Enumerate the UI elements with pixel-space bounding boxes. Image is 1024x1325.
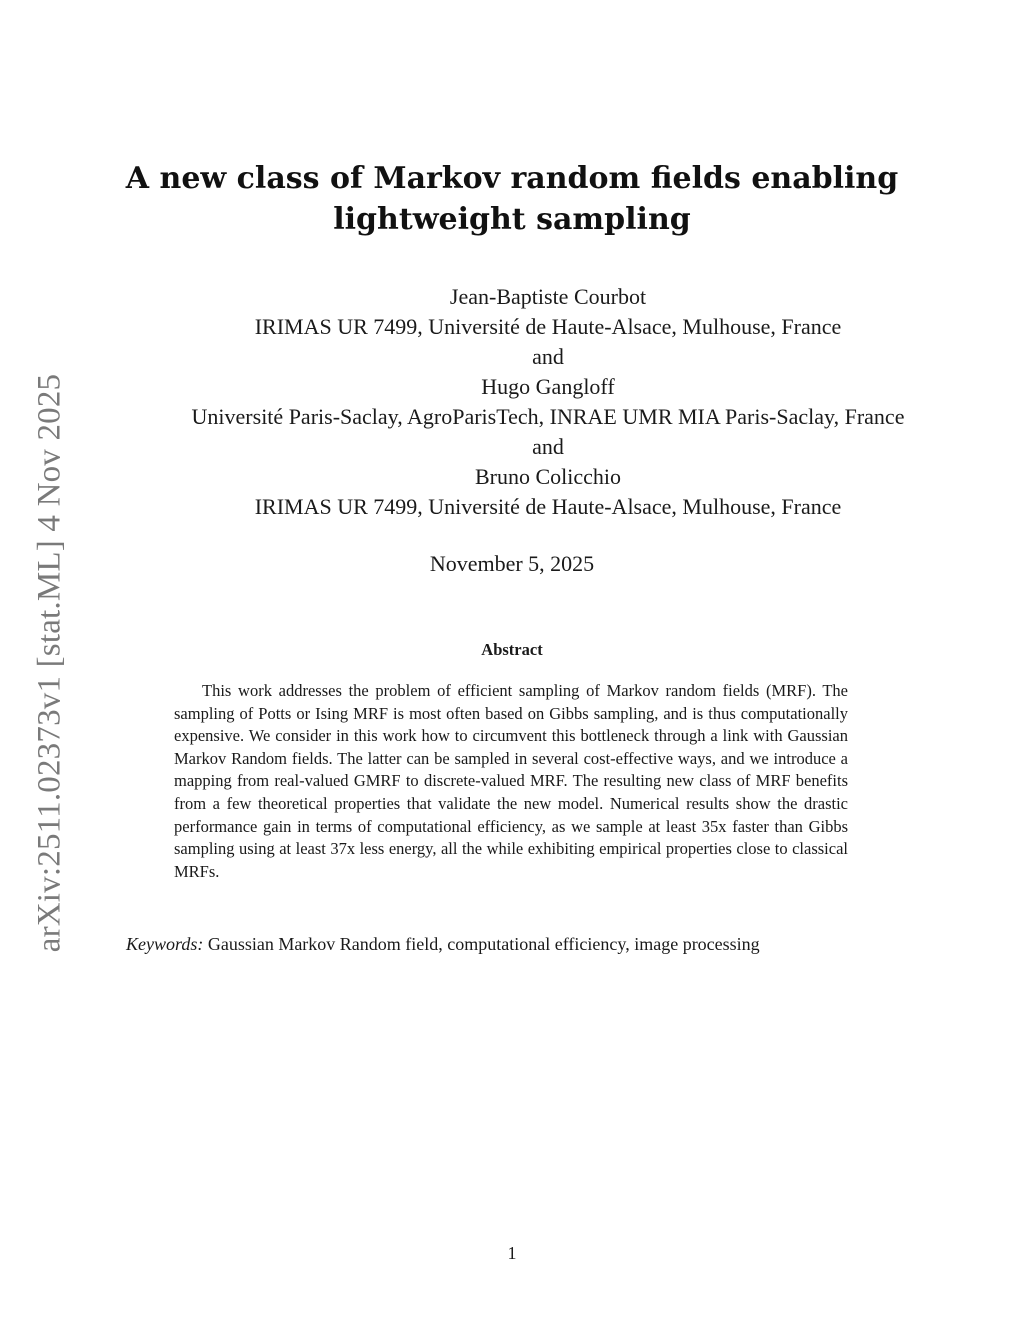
author-separator: and (532, 344, 564, 369)
paper-title (112, 158, 912, 240)
author-separator: and (532, 434, 564, 459)
keywords-label: Keywords: (126, 934, 204, 954)
author-name: Jean-Baptiste Courbot (449, 284, 647, 309)
abstract-heading: Abstract (481, 640, 543, 659)
arxiv-identifier: arXiv:2511.02373v1 [stat.ML] 4 Nov 2025 (31, 373, 68, 953)
paper-title-line-2: lightweight sampling (333, 202, 691, 237)
author-name: Hugo Gangloff (481, 374, 615, 399)
keywords-text: Gaussian Markov Random field, computational efficiency, image processing (207, 934, 760, 954)
paper-title-line-1: A new class of Markov random fields enabling (125, 161, 899, 196)
abstract-body: This work addresses the problem of efficient sampling of Markov random fields (MRF). The sampling of Potts or Ising MRF is most often based on Gibbs sampling, and is thus computationally expensive. We consider in this work how to circumvent this bottleneck through a link with Gaussian Markov Random fields. The latter can be sampled in several cost-effective ways, and we introduce a mapping from real-valued GMRF to discrete-valued MRF. The resulting new class of MRF benefits from a few theoretical properties that validate the new model. Numerical results show the drastic performance gain in terms of computational efficiency, as we sample at least 35x faster than Gibbs sampling using at least 37x less energy, all the while exhibiting empirical properties close to classical MRFs. (174, 681, 848, 881)
author-affiliation: IRIMAS UR 7499, Université de Haute-Alsace, Mulhouse, France (254, 314, 842, 339)
publication-date: November 5, 2025 (429, 551, 595, 576)
keywords-line (126, 934, 916, 955)
page-number: 1 (507, 1243, 517, 1263)
author-affiliation: IRIMAS UR 7499, Université de Haute-Alsace, Mulhouse, France (254, 494, 842, 519)
author-affiliation: Université Paris-Saclay, AgroParisTech, INRAE UMR MIA Paris-Saclay, France (191, 404, 905, 429)
author-name: Bruno Colicchio (474, 464, 622, 489)
author-block (112, 282, 984, 522)
